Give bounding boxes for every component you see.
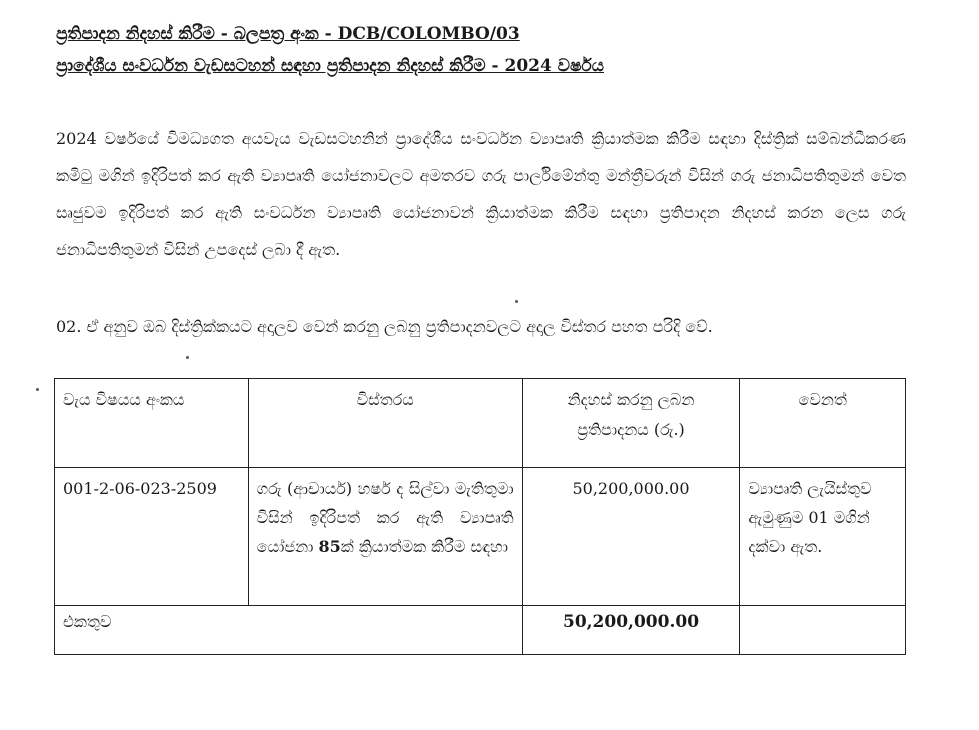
details-text: ගරු (ආචාර්ය) හර්ෂ ද සිල්වා මැතිතුමා විසින් ඉදිරිපත් කර ඇති ව්‍යාපෘති යෝජනා bbox=[256, 479, 514, 556]
project-count: 85 bbox=[318, 537, 341, 556]
details-paragraph: 02. ඒ අනුව ඔබ දිස්ත්‍රික්කයට අදාලව වෙන් කරනු ලබනු ප්‍රතිපාදනවලට අදාල විස්තර පහත පරිදි වේ. bbox=[56, 317, 713, 336]
amount-cell: 50,200,000.00 bbox=[522, 468, 740, 606]
allocation-table bbox=[54, 378, 906, 655]
other-cell: ව්‍යාපෘති ලැයිස්තුව ඇමුණුම 01 මගින් දක්වා ඇත. bbox=[740, 468, 906, 606]
header-amount: නිදහස් කරනු ලබන ප්‍රතිපාදනය (රු.) bbox=[522, 379, 740, 468]
table-header-row bbox=[55, 379, 906, 468]
header-other: වෙනත් bbox=[740, 379, 906, 468]
intro-paragraph: 2024 වර්ෂයේ විමධ්‍යගත අයවැය වැඩසටහනින් ප්‍රාදේශීය සංවර්ධන ව්‍යාපෘති ක්‍රියාත්මක කිරීම සඳහා දිස්ත්‍රික් සම්බන්ධීකරණ කමිටු මගින් ඉදිරිපත් කර ඇති ව්‍යාපෘති යෝජනාවලට අමතරව ගරු පාර්ලිමේන්තු මන්ත්‍රීවරුන් විසින් ගරු ජනාධිපතිතුමන් වෙත සෘජුවම ඉදිරිපත් කර ඇති සංවර්ධන ව්‍යාපෘති යෝජනාවන් ක්‍රියාත්මක කිරීම සඳහා ප්‍රතිපාදන නිදහස් කරන ලෙස ගරු ජනාධිපතිතුමන් විසින් උපදෙස් ලබා දී ඇත. bbox=[56, 129, 906, 259]
header-vote-number: වැය විෂයය අංකය bbox=[55, 379, 249, 468]
allocation-heading: ප්‍රාදේශීය සංවර්ධන වැඩසටහන් සඳහා ප්‍රතිපාදන නිදහස් කිරීම - 2024 වර්ෂය bbox=[56, 56, 604, 76]
table-row bbox=[55, 468, 906, 606]
total-amount: 50,200,000.00 bbox=[522, 606, 740, 655]
total-other-cell bbox=[740, 606, 906, 655]
scan-speck bbox=[186, 356, 189, 359]
permit-heading: ප්‍රතිපාදන නිදහස් කිරීම - බලපත්‍ර අංක - DCB/COLOMBO/03 bbox=[56, 24, 520, 44]
header-details: විස්තරය bbox=[248, 379, 522, 468]
total-label: එකතුව bbox=[55, 606, 523, 655]
details-text-end: ක් ක්‍රියාත්මක කිරීම සඳහා bbox=[340, 537, 508, 556]
scan-speck bbox=[515, 300, 518, 303]
total-row bbox=[55, 606, 906, 655]
details-cell bbox=[248, 468, 522, 606]
scan-speck bbox=[36, 388, 39, 391]
vote-number-cell: 001-2-06-023-2509 bbox=[55, 468, 249, 606]
